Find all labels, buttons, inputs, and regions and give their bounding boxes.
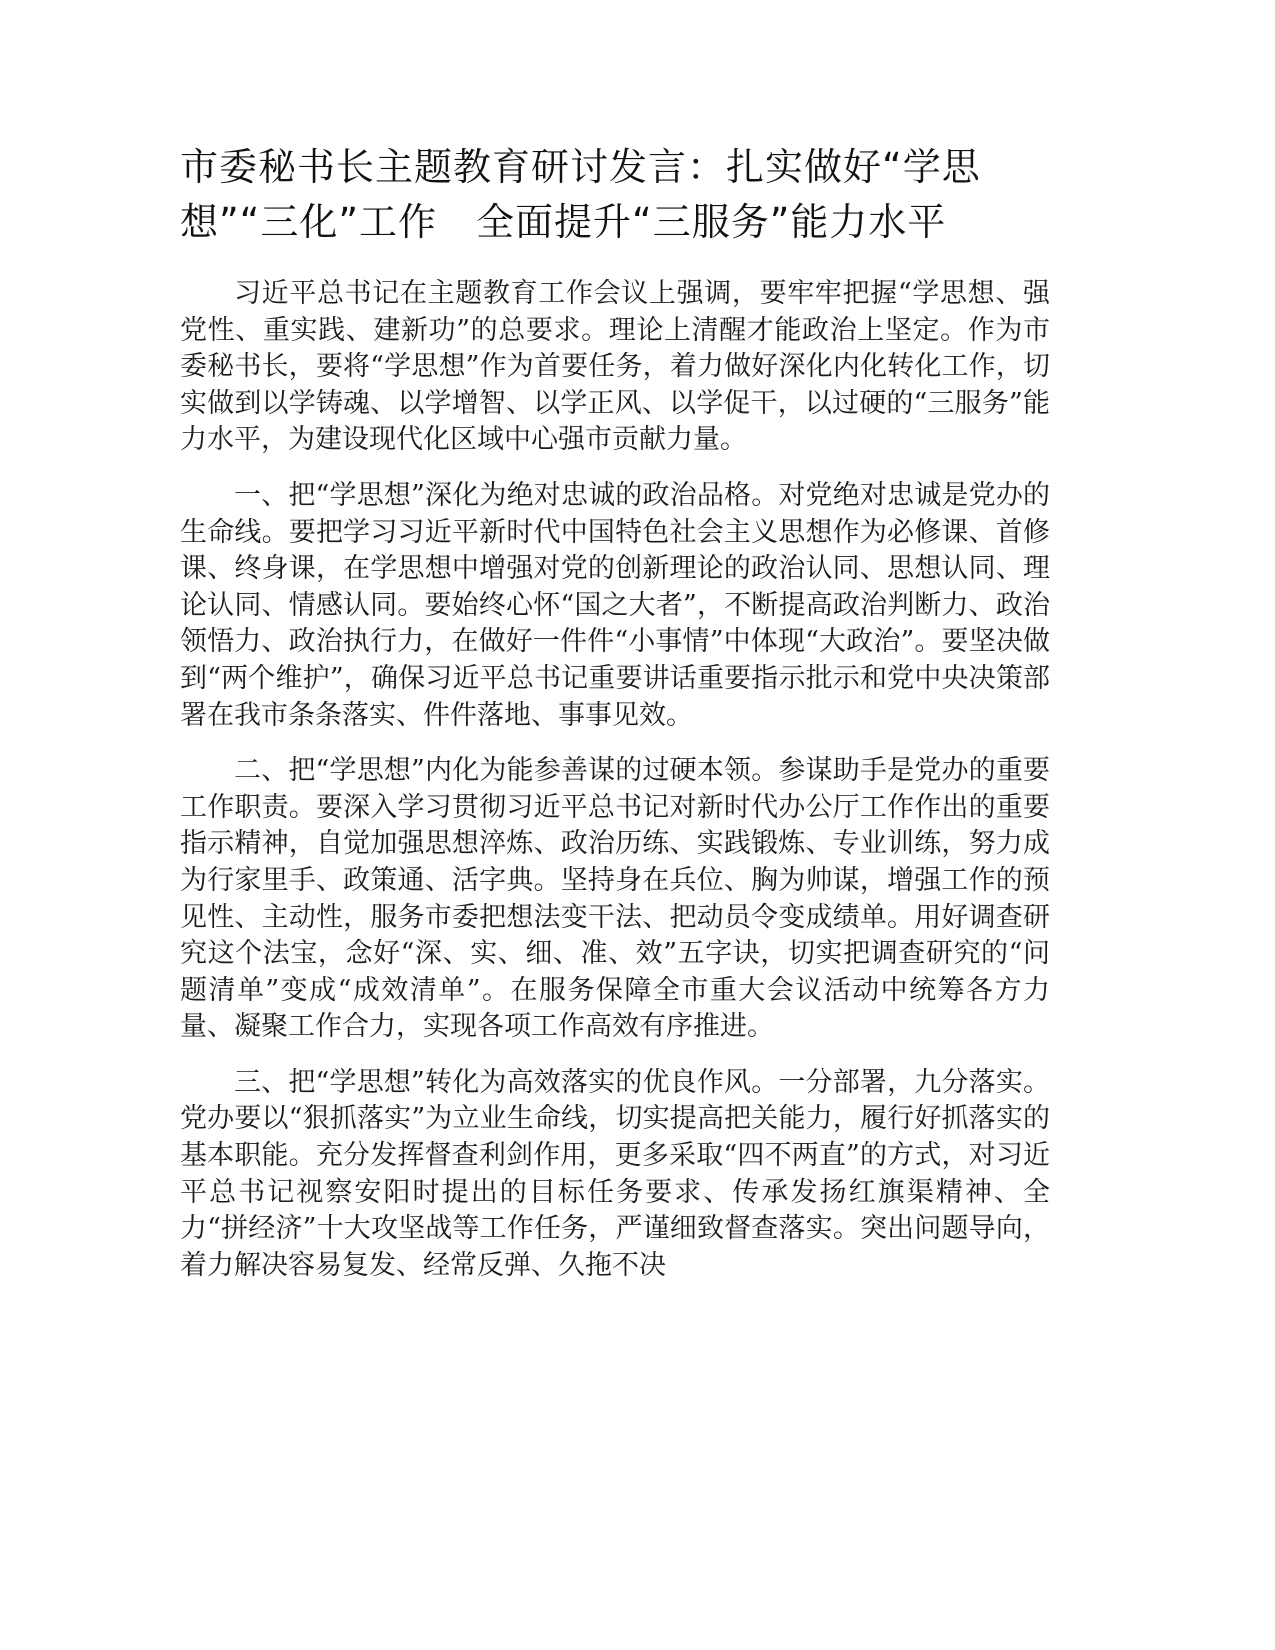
paragraph-section-three: 三、把“学思想”转化为高效落实的优良作风。一分部署，九分落实。党办要以“狠抓落实”为立业生命线，切实提高把关能力，履行好抓落实的基本职能。充分发挥督查利剑作用，更多采取“四不两直”的方式，对习近平总书记视察安阳时提出的目标任务要求、传承发扬红旗渠精神、全力“拼经济”十大攻坚战等工作任务，严谨细致督查落实。突出问题导向，着力解决容易复发、经常反弹、久拖不决 — [180, 1066, 1050, 1281]
paragraph-section-two: 二、把“学思想”内化为能参善谋的过硬本领。参谋助手是党办的重要工作职责。要深入学习贯彻习近平总书记对新时代办公厅工作作出的重要指示精神，自觉加强思想淬炼、政治历练、实践锻炼、专业训练，努力成为行家里手、政策通、活字典。坚持身在兵位、胸为帅谋，增强工作的预见性、主动性，服务市委把想法变干法、把动员令变成绩单。用好调查研究这个法宝，念好“深、实、细、准、效”五字诀，切实把调查研究的“问题清单”变成“成效清单”。在服务保障全市重大会议活动中统筹各方力量、凝聚工作合力，实现各项工作高效有序推进。 — [180, 755, 1050, 1043]
document-title: 市委秘书长主题教育研讨发言：扎实做好“学思想”“三化”工作 全面提升“三服务”能力水平 — [180, 145, 981, 244]
document-page — [180, 140, 1050, 1303]
paragraph-intro: 习近平总书记在主题教育工作会议上强调，要牢牢把握“学思想、强党性、重实践、建新功”的总要求。理论上清醒才能政治上坚定。作为市委秘书长，要将“学思想”作为首要任务，着力做好深化内化转化工作，切实做到以学铸魂、以学增智、以学正风、以学促干，以过硬的“三服务”能力水平，为建设现代化区域中心强市贡献力量。 — [180, 278, 1050, 456]
paragraph-section-one: 一、把“学思想”深化为绝对忠诚的政治品格。对党绝对忠诚是党办的生命线。要把学习习近平新时代中国特色社会主义思想作为必修课、首修课、终身课，在学思想中增强对党的创新理论的政治认同、思想认同、理论认同、情感认同。要始终心怀“国之大者”，不断提高政治判断力、政治领悟力、政治执行力，在做好一件件“小事情”中体现“大政治”。要坚决做到“两个维护”，确保习近平总书记重要讲话重要指示批示和党中央决策部署在我市条条落实、件件落地、事事见效。 — [180, 479, 1050, 731]
